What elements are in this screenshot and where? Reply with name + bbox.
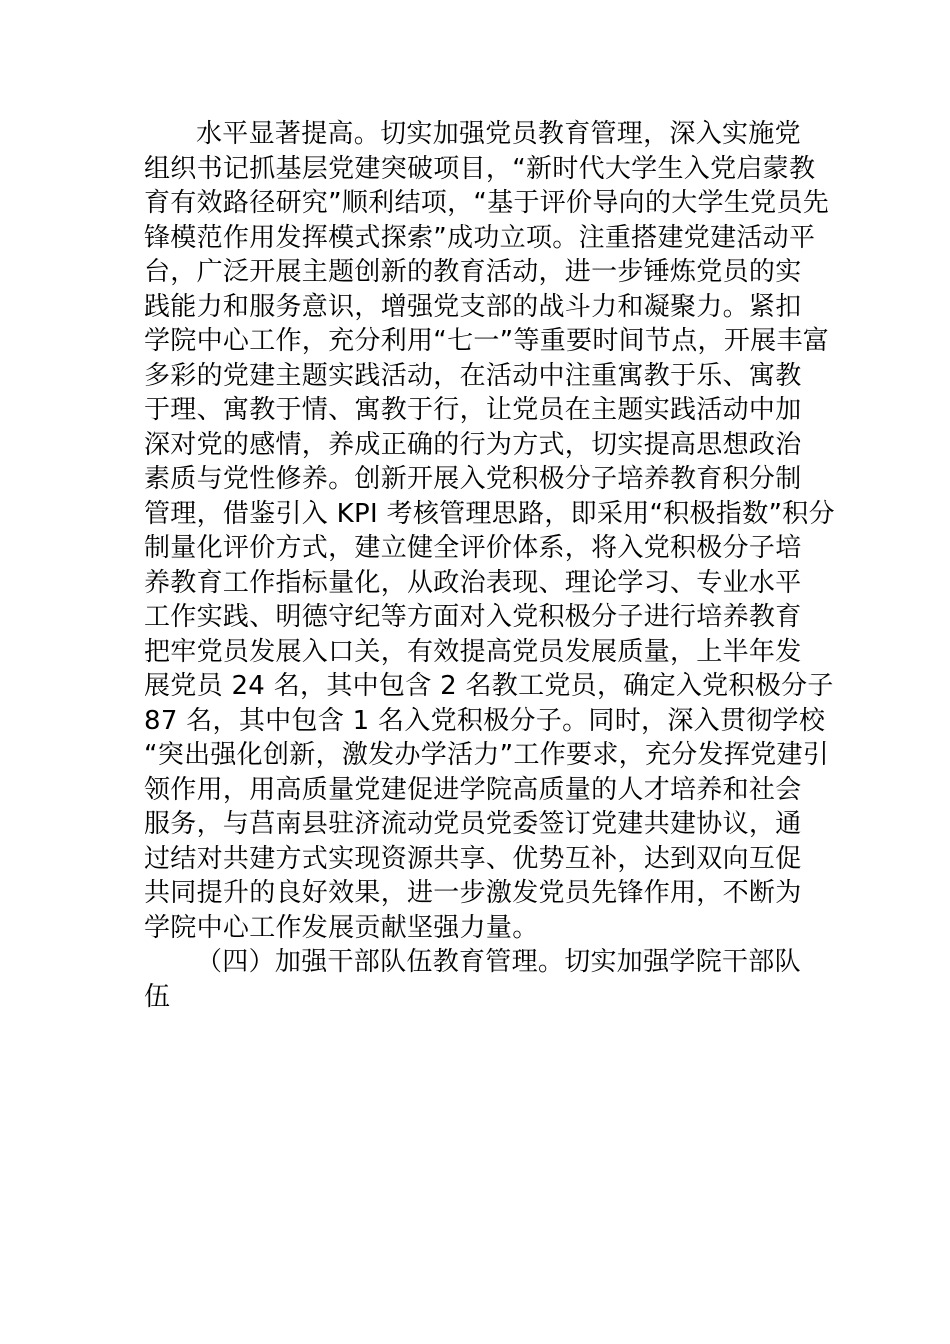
text-line: 共同提升的良好效果，进一步激发党员先锋作用，不断为 — [144, 878, 802, 908]
text-line: 领作用，用高质量党建促进学院高质量的人才培养和社会 — [144, 774, 802, 805]
text-line: 管理，借鉴引入 KPI 考核管理思路，即采用“积极指数”积分 — [144, 498, 835, 529]
text-line: 展党员 24 名，其中包含 2 名教工党员，确定入党积极分子 — [144, 671, 834, 701]
text-line: 伍 — [144, 981, 171, 1012]
body-text — [144, 117, 835, 1014]
text-line: 组织书记抓基层党建突破项目，“新时代大学生入党启蒙教 — [144, 153, 816, 184]
text-line: 水平显著提高。切实加强党员教育管理，深入实施党 — [196, 119, 801, 149]
text-line: 制量化评价方式，建立健全评价体系，将入党积极分子培 — [144, 533, 802, 563]
text-line: 锋模范作用发挥模式探索”成功立项。注重搭建党建活动平 — [144, 222, 816, 253]
text-line: “突出强化创新，激发办学活力”工作要求，充分发挥党建引 — [144, 740, 830, 770]
text-line: 多彩的党建主题实践活动，在活动中注重寓教于乐、寓教 — [144, 360, 802, 391]
text-line: 素质与党性修养。创新开展入党积极分子培养教育积分制 — [144, 464, 802, 494]
section-heading-line: （四）加强干部队伍教育管理。切实加强学院干部队 — [196, 947, 801, 977]
text-line: 服务，与莒南县驻济流动党员党委签订党建共建协议，通 — [144, 809, 802, 839]
text-line: 养教育工作指标量化，从政治表现、理论学习、专业水平 — [144, 567, 802, 598]
text-line: 学院中心工作发展贡献坚强力量。 — [144, 912, 539, 943]
text-line: 学院中心工作，充分利用“七一”等重要时间节点，开展丰富 — [144, 326, 830, 356]
text-line: 工作实践、明德守纪等方面对入党积极分子进行培养教育 — [144, 602, 802, 632]
text-line: 87 名，其中包含 1 名入党积极分子。同时，深入贯彻学校 — [144, 705, 826, 736]
text-line: 台，广泛开展主题创新的教育活动，进一步锤炼党员的实 — [144, 257, 802, 287]
text-line: 于理、寓教于情、寓教于行，让党员在主题实践活动中加 — [144, 395, 802, 425]
text-line: 过结对共建方式实现资源共享、优势互补，达到双向互促 — [144, 843, 802, 874]
text-line: 育有效路径研究”顺利结项，“基于评价导向的大学生党员先 — [144, 188, 830, 218]
text-line: 深对党的感情，养成正确的行为方式，切实提高思想政治 — [144, 429, 802, 460]
text-line: 把牢党员发展入口关，有效提高党员发展质量，上半年发 — [144, 636, 802, 667]
text-line: 践能力和服务意识，增强党支部的战斗力和凝聚力。紧扣 — [144, 291, 802, 322]
